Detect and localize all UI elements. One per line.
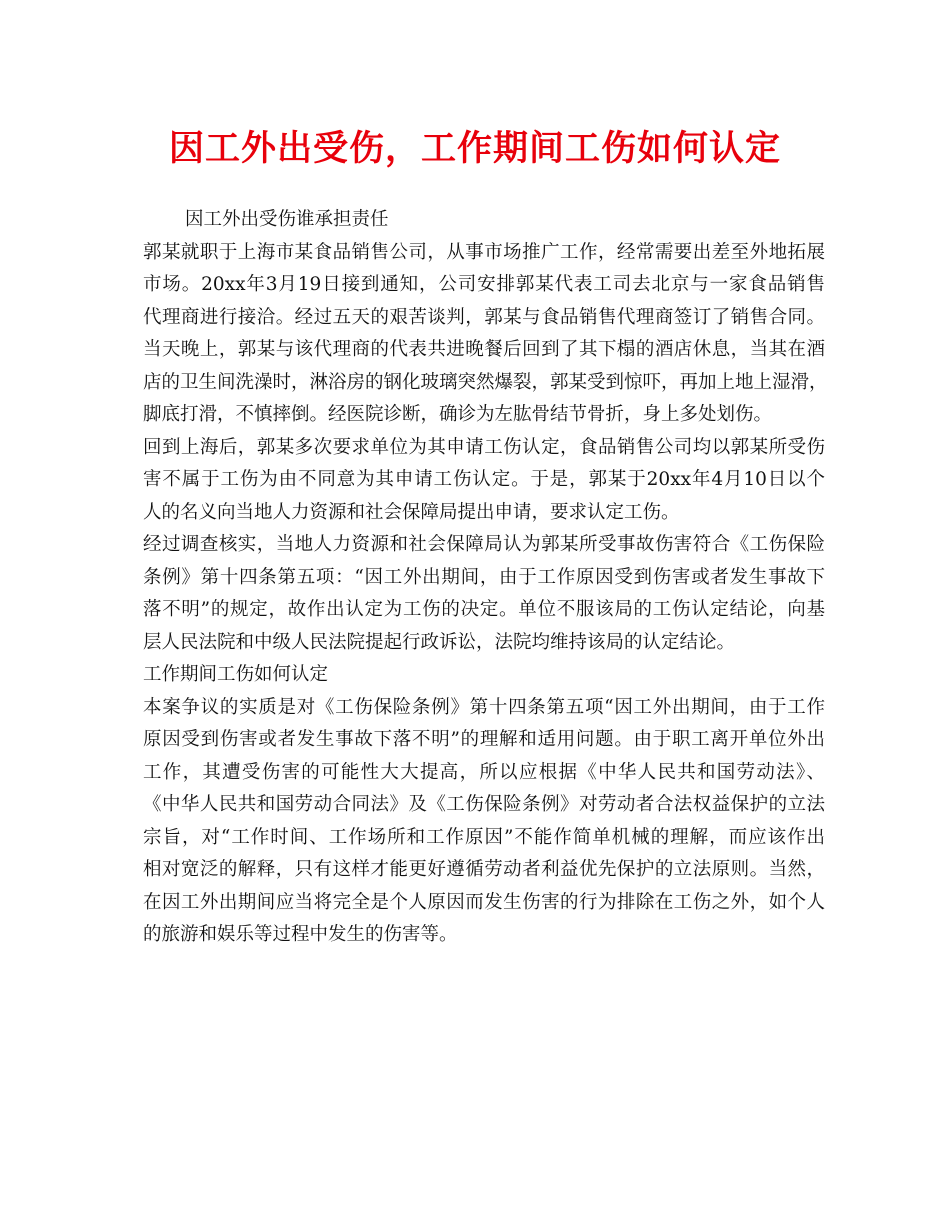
document-title: 因工外出受伤，工作期间工伤如何认定 [168, 128, 781, 169]
body-line: 店的卫生间洗澡时，淋浴房的钢化玻璃突然爆裂，郭某受到惊吓，再加上地上湿滑， [143, 371, 828, 393]
body-line: 本案争议的实质是对《工伤保险条例》第十四条第五项“因工外出期间，由于工作 [143, 696, 825, 718]
body-line: 的旅游和娱乐等过程中发生的伤害等。 [143, 924, 458, 945]
section-heading-determination: 工作期间工伤如何认定 [143, 664, 329, 685]
body-line: 条例》第十四条第五项：“因工外出期间，由于工作原因受到伤害或者发生事故下 [143, 566, 825, 588]
body-line: 原因受到伤害或者发生事故下落不明”的理解和适用问题。由于职工离开单位外出 [143, 729, 825, 750]
body-line: 经过调查核实，当地人力资源和社会保障局认为郭某所受事故伤害符合《工伤保险 [143, 534, 825, 555]
body-line: 工作，其遭受伤害的可能性大大提高，所以应根据《中华人民共和国劳动法》、 [143, 761, 825, 783]
body-line: 市场。20xx年3月19日接到通知，公司安排郭某代表工司去北京与一家食品销售 [143, 274, 825, 295]
body-line: 回到上海后，郭某多次要求单位为其申请工伤认定，食品销售公司均以郭某所受伤 [143, 436, 825, 458]
body-line: 在因工外出期间应当将完全是个人原因而发生伤害的行为排除在工伤之外，如个人 [143, 891, 825, 913]
body-line: 脚底打滑，不慎摔倒。经医院诊断，确诊为左肱骨结节骨折，身上多处划伤。 [143, 404, 773, 425]
body-line: 落不明”的规定，故作出认定为工伤的决定。单位不服该局的工伤认定结论，向基 [143, 599, 825, 620]
document-body [143, 204, 828, 952]
body-line: 当天晚上，郭某与该代理商的代表共进晚餐后回到了其下榻的酒店休息，当其在酒 [143, 339, 825, 360]
section-heading-responsibility: 因工外出受伤谁承担责任 [185, 209, 389, 230]
body-line: 层人民法院和中级人民法院提起行政诉讼，法院均维持该局的认定结论。 [143, 631, 736, 653]
body-line: 代理商进行接洽。经过五天的艰苦谈判，郭某与食品销售代理商签订了销售合同。 [143, 306, 825, 328]
body-line: 《中华人民共和国劳动合同法》及《工伤保险条例》对劳动者合法权益保护的立法 [143, 794, 825, 815]
body-line: 相对宽泛的解释，只有这样才能更好遵循劳动者利益优先保护的立法原则。当然， [143, 859, 825, 880]
body-line: 郭某就职于上海市某食品销售公司，从事市场推广工作，经常需要出差至外地拓展 [143, 241, 825, 263]
body-line: 人的名义向当地人力资源和社会保障局提出申请，要求认定工伤。 [143, 501, 680, 523]
body-line: 害不属于工伤为由不同意为其申请工伤认定。于是，郭某于20xx年4月10日以个 [143, 469, 825, 490]
body-line: 宗旨，对“工作时间、工作场所和工作原因”不能作简单机械的理解，而应该作出 [143, 826, 825, 848]
